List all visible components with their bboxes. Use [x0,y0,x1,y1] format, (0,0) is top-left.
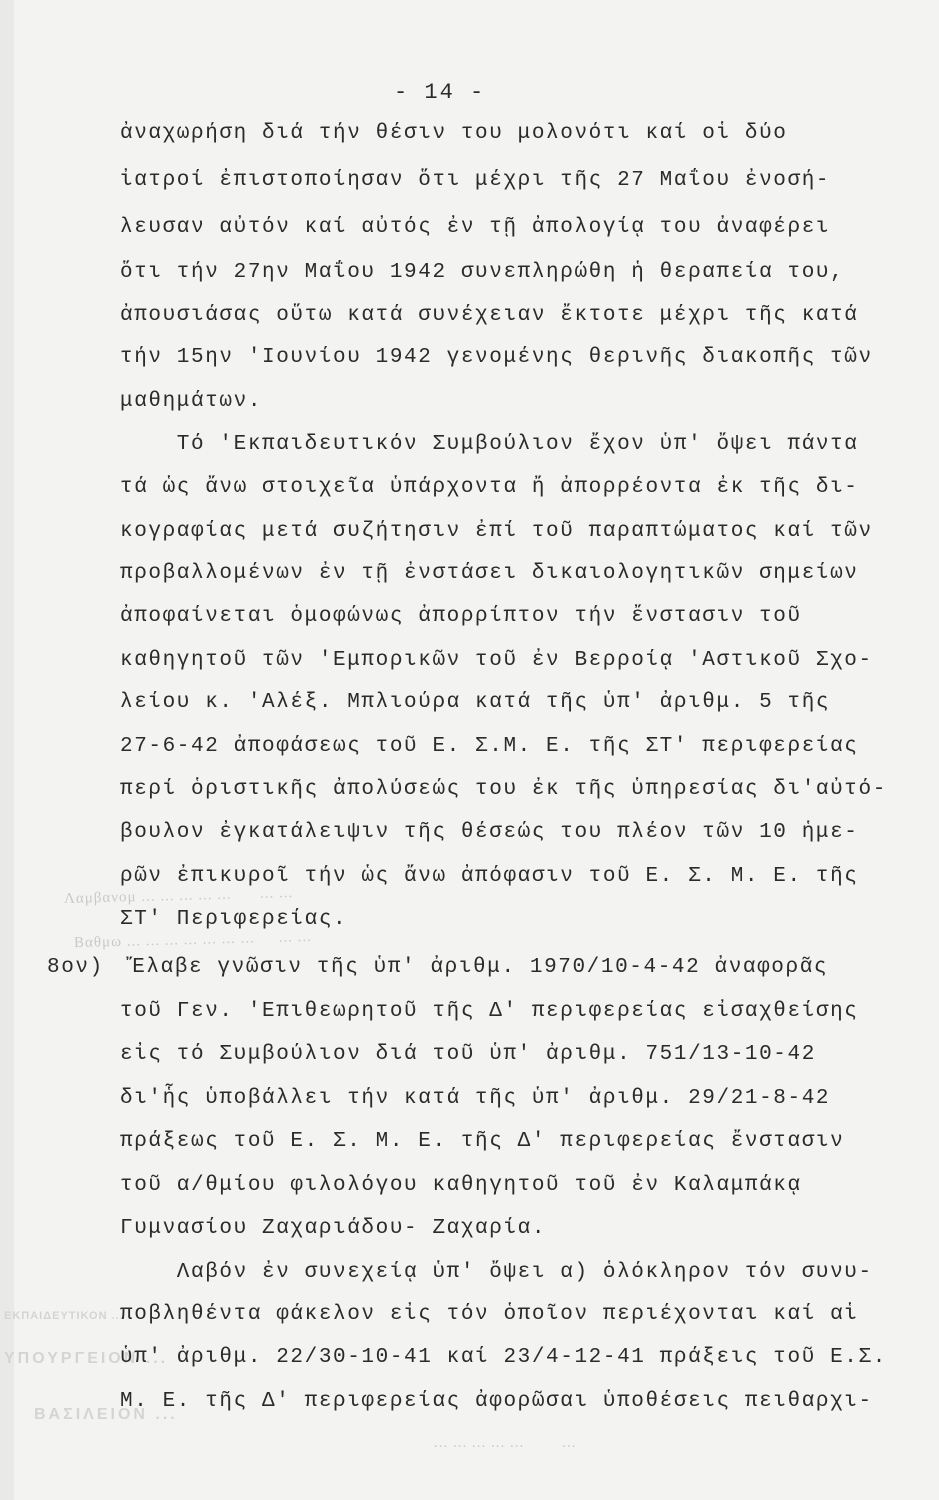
text-line: τοῦ α/θμίου φιλολόγου καθηγητοῦ τοῦ ἐν Καλαμπάκᾳ [120,1174,802,1197]
text-line: Μ. Ε. τῆς Δ' περιφερείας ἀφορῶσαι ὑποθέσεις πειθαρχι- [120,1390,873,1413]
bleed-through-text: Λαμβανομ ... ... ... ... ... ... ... [63,885,294,907]
text-line: ἀπουσιάσας οὕτω κατά συνέχειαν ἔκτοτε μέχρι τῆς κατά [120,304,859,327]
text-line: ΣΤ' Περιφερείας. [120,908,348,931]
text-line: ρῶν ἐπικυροῖ τήν ὡς ἄνω ἀπόφασιν τοῦ Ε. Σ. Μ. Ε. τῆς [120,865,859,888]
text-line: λευσαν αὐτόν καί αὐτός ἐν τῇ ἀπολογίᾳ του ἀναφέρει [120,216,831,239]
page-number: - 14 - [394,80,486,105]
text-line: ἀποφαίνεται ὁμοφώνως ἀπορρίπτον τήν ἔνστασιν τοῦ [120,605,802,628]
text-line: Λαβόν ἐν συνεχείᾳ ὑπ' ὄψει α) ὁλόκληρον τόν συνυ- [120,1261,873,1284]
text-line: 27-6-42 ἀποφάσεως τοῦ Ε. Σ.Μ. Ε. τῆς ΣΤ' περιφερείας [120,735,859,758]
text-line: μαθημάτων. [120,390,263,413]
text-line: 8ον) Ἔλαβε γνῶσιν τῆς ὑπ' ἀριθμ. 1970/10-4-42 ἀναφορᾶς [47,956,829,979]
document-page [4,0,939,1500]
text-line: προβαλλομένων ἐν τῇ ἐνστάσει δικαιολογητικῶν σημείων [120,562,859,585]
bleed-through-text: ... ... ... ... ... ... [434,1435,577,1451]
text-line: πράξεως τοῦ Ε. Σ. Μ. Ε. τῆς Δ' περιφερείας ἔνστασιν [120,1130,845,1153]
text-line: εἰς τό Συμβούλιον διά τοῦ ὑπ' ἀριθμ. 751/13-10-42 [120,1043,816,1066]
text-line: βουλον ἐγκατάλειψιν τῆς θέσεώς του πλέον τῶν 10 ἡμε- [120,821,859,844]
text-line: ἰατροί ἐπιστοποίησαν ὅτι μέχρι τῆς 27 Μαΐου ἐνοσή- [120,169,831,192]
bleed-through-text: Βαθμω ... ... ... ... ... ... ... ... ... [73,928,313,952]
text-line: κογραφίας μετά συζήτησιν ἐπί τοῦ παραπτώματος καί τῶν [120,520,873,543]
faint-stamp: ΒΑΣΙΛΕΙΟΝ ... [34,1406,178,1423]
text-line: περί ὁριστικῆς ἀπολύσεώς του ἐκ τῆς ὑπηρεσίας δι'αὐτό- [120,778,887,801]
faint-stamp: ΥΠΟΥΡΓΕΙΟΝ ... [4,1350,169,1367]
text-line: δι'ἧς ὑποβάλλει τήν κατά τῆς ὑπ' ἀριθμ. 29/21-8-42 [120,1087,831,1110]
text-line: καθηγητοῦ τῶν 'Εμπορικῶν τοῦ ἐν Βερροίᾳ 'Αστικοῦ Σχο- [120,649,873,672]
text-line: τά ὡς ἄνω στοιχεῖα ὑπάρχοντα ἤ ἀπορρέοντα ἐκ τῆς δι- [120,476,859,499]
text-line: ὑπ' ἀριθμ. 22/30-10-41 καί 23/4-12-41 πράξεις τοῦ Ε.Σ. [120,1346,887,1369]
faint-stamp: ΕΚΠΑΙΔΕΥΤΙΚΟΝ ... [4,1310,124,1322]
text-line: τοῦ Γεν. 'Επιθεωρητοῦ τῆς Δ' περιφερείας εἰσαχθείσης [120,1000,859,1023]
text-line: Τό 'Εκπαιδευτικόν Συμβούλιον ἔχον ὑπ' ὄψει πάντα [120,433,859,456]
text-line: τήν 15ην 'Ιουνίου 1942 γενομένης θερινῆς διακοπῆς τῶν [120,346,873,369]
text-line: ποβληθέντα φάκελον εἰς τόν ὁποῖον περιέχονται καί αἱ [120,1303,859,1326]
text-line: ἀναχωρήση διά τήν θέσιν του μολονότι καί οἱ δύο [120,122,788,145]
text-line: Γυμνασίου Ζαχαριάδου- Ζαχαρία. [120,1217,547,1240]
text-line: λείου κ. 'Αλέξ. Μπλιούρα κατά τῆς ὑπ' ἀριθμ. 5 τῆς [120,691,831,714]
text-line: ὅτι τήν 27ην Μαΐου 1942 συνεπληρώθη ἡ θεραπεία του, [120,261,845,284]
